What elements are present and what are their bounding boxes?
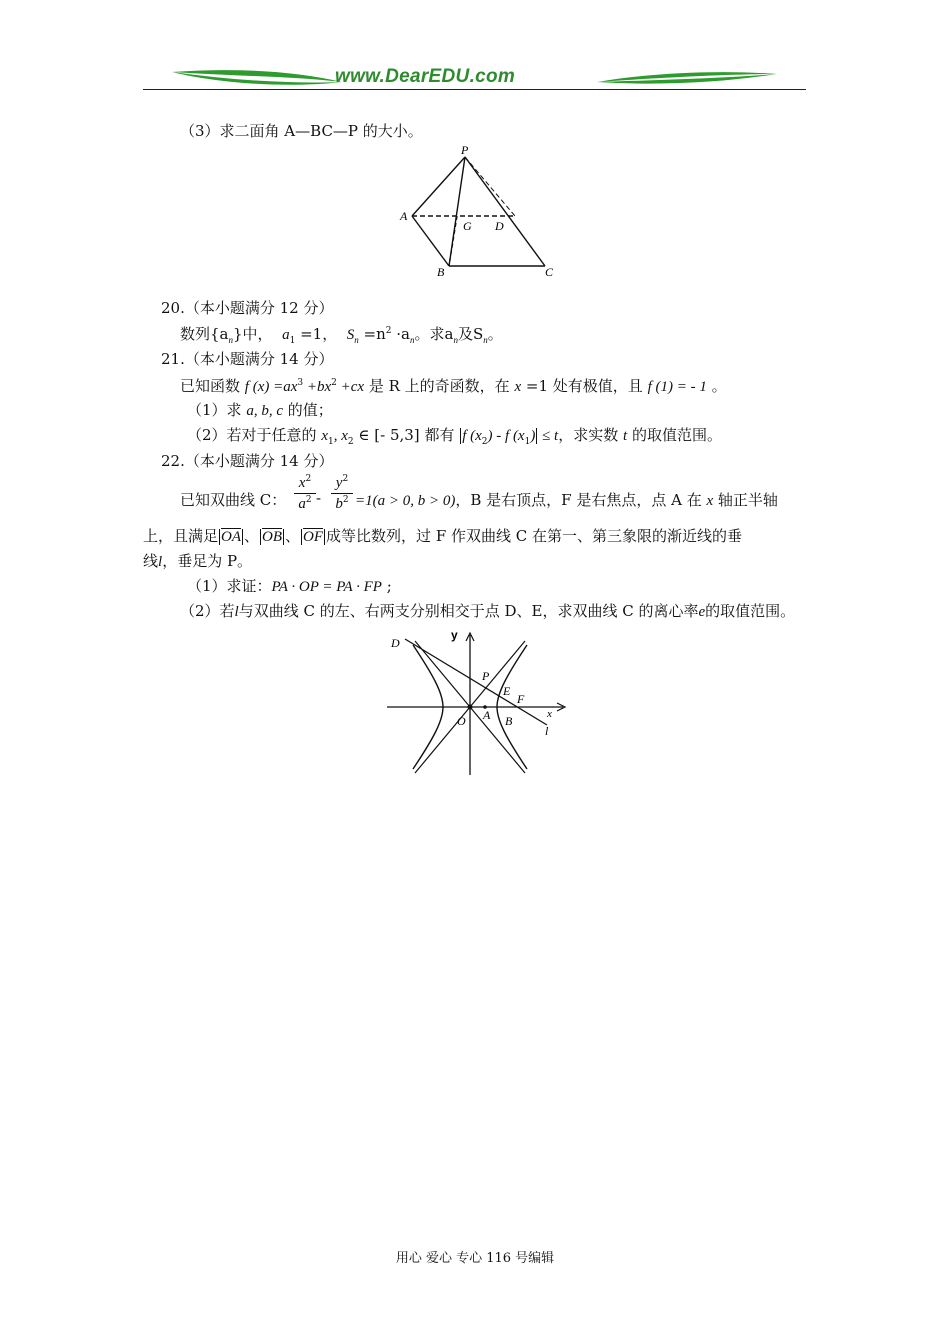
q21-heading: 21.（本小题满分 14 分）	[161, 350, 334, 368]
q22-part2: （2）若l与双曲线 C 的左、右两支分别相交于点 D、E，求双曲线 C 的离心率e的取值范围。	[180, 602, 796, 620]
fig2-label-P: P	[482, 669, 490, 683]
q21-part1: （1）求 a, b, c 的值；	[187, 401, 333, 419]
q22-heading: 22.（本小题满分 14 分）	[161, 452, 334, 470]
q20-heading: 20.（本小题满分 12 分）	[161, 299, 334, 317]
header-swoosh-left	[170, 66, 345, 88]
header-swoosh-right	[595, 68, 780, 88]
hyperbola-figure	[385, 625, 575, 780]
q22-line2: 上，且满足 $\overline{OA}$ 、 $\overline{OB}$ 、 $\overline{OF}$ 成等比数列，过 F 作双曲线 C 在第一、第三象限的渐近线的垂	[143, 527, 743, 545]
q19-part3: （3）求二面角 A—BC—P 的大小。	[180, 122, 423, 140]
q21-intro: 已知函数 f $(x) =ax^3 +bx^2 +cx$ 是 R 上的奇函数，在 x =1 处有极值，且 f (1) = - 1 。	[180, 377, 727, 395]
fig2-label-D: D	[391, 636, 400, 650]
q22-part1: （1）求证：PA · OP = PA · FP ;	[187, 577, 392, 595]
fig2-label-x: x	[547, 708, 552, 720]
fig1-label-B: B	[437, 265, 445, 279]
fig2-label-F: F	[517, 692, 525, 706]
fig1-label-P: P	[461, 143, 469, 157]
fig1-label-A: A	[400, 209, 408, 223]
fig1-label-D: D	[495, 219, 504, 233]
fig2-label-l: l	[545, 724, 549, 738]
fig2-label-O: O	[457, 714, 466, 728]
q21-part2: （2）若对于任意的 $x_1$, $x_2$ ∈ [- 5,3] 都有 f $(x_2)$ - f $(x_1) \le t$，求实数 t 的取值范围。	[187, 426, 722, 447]
header-rule	[143, 89, 806, 90]
fig2-label-B: B	[505, 714, 513, 728]
header-logo-text: www.DearEDU.com	[335, 66, 516, 87]
fig2-label-y: y	[451, 628, 458, 642]
pyramid-figure	[395, 142, 565, 282]
fig1-label-C: C	[545, 265, 554, 279]
fig2-label-A: A	[483, 708, 491, 722]
q22-line3: 线l，垂足为 P。	[143, 552, 253, 570]
page-footer: 用心 爱心 专心 116 号编辑	[395, 1251, 555, 1266]
fig1-label-G: G	[463, 219, 472, 233]
q20-body: 数列$\{a_n\}$中， $a_1 =1$， $S_n =n^2 \cdot a_n$。求$a_n$及$S_n$。	[180, 325, 503, 346]
fig2-label-E: E	[503, 684, 511, 698]
